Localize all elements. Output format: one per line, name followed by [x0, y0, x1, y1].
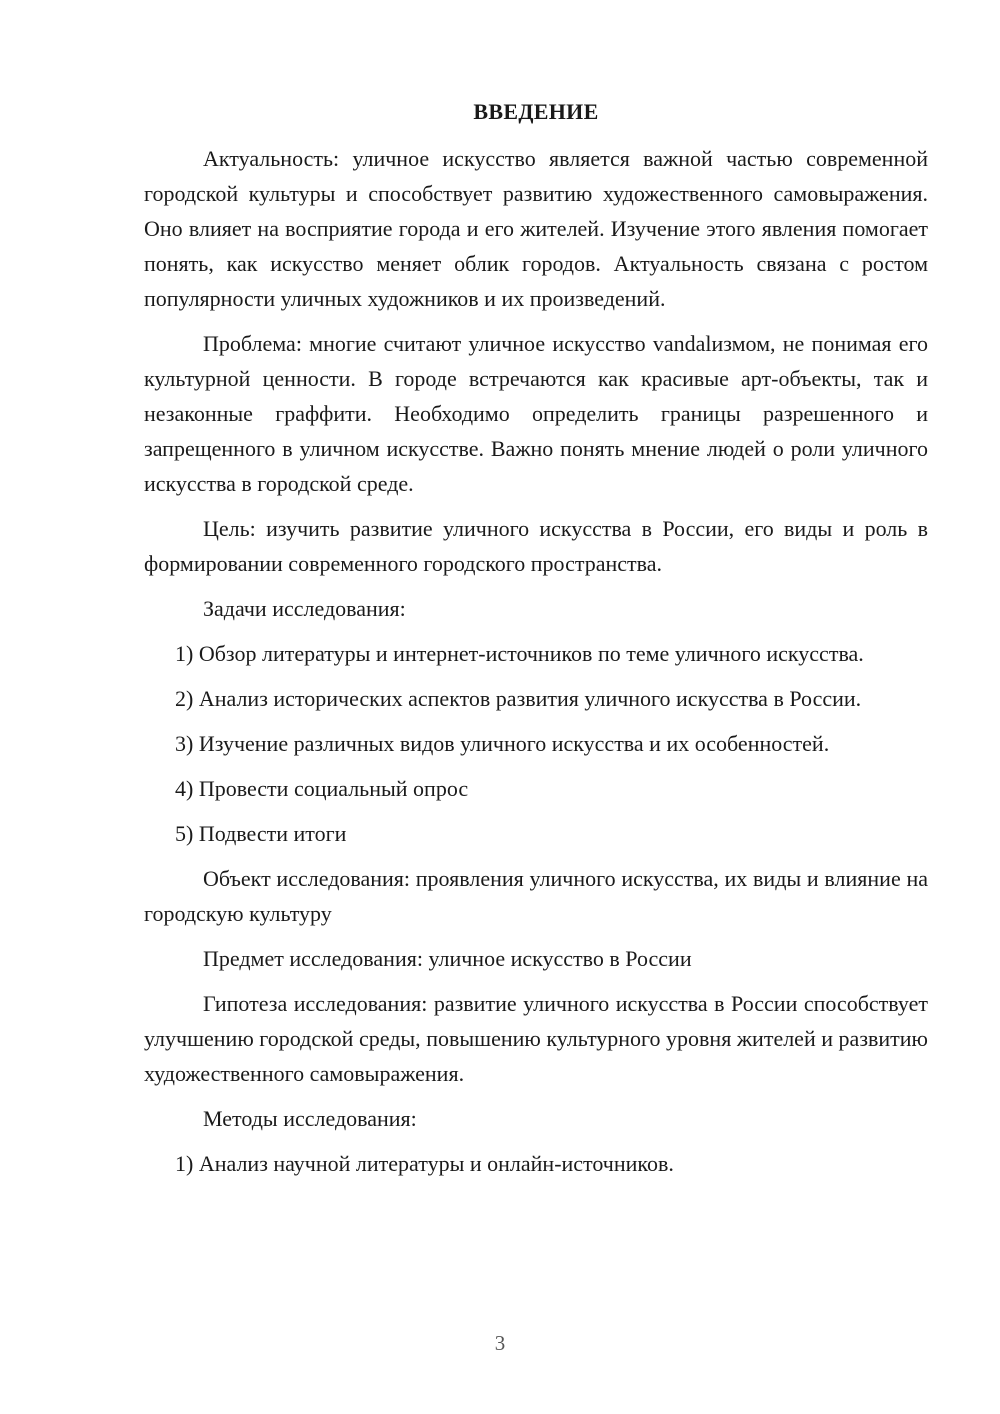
method-item-1: 1) Анализ научной литературы и онлайн-источников. [175, 1151, 674, 1176]
task-item-5: 5) Подвести итоги [175, 821, 347, 846]
tasks-heading: Задачи исследования: [203, 596, 406, 621]
relevance-paragraph: Актуальность: уличное искусство является важной частью современной городской культуры и способствует развитию художественного самовыражения. Оно влияет на восприятие города и его жителей. Изучение этого явления помогает понять, как искусство меняет облик городов. Актуальность связана с ростом популярности уличных художников и их произведений. [144, 146, 928, 311]
page-number: 3 [494, 1331, 506, 1355]
task-item-3: 3) Изучение различных видов уличного искусства и их особенностей. [175, 731, 830, 756]
object-paragraph: Объект исследования: проявления уличного искусства, их виды и влияние на городскую культуру [144, 866, 928, 926]
task-item-1: 1) Обзор литературы и интернет-источников по теме уличного искусства. [175, 641, 864, 666]
task-item-4: 4) Провести социальный опрос [175, 776, 469, 801]
task-item-2: 2) Анализ исторических аспектов развития уличного искусства в России. [175, 686, 862, 711]
problem-paragraph: Проблема: многие считают уличное искусство vandalизмом, не понимая его культурной ценности. В городе встречаются как красивые арт-объекты, так и незаконные граффити. Необходимо определить границы разрешенного и запрещенного в уличном искусстве. Важно понять мнение людей о роли уличного искусства в городской среде. [144, 331, 928, 496]
methods-heading: Методы исследования: [203, 1106, 417, 1131]
document-page [144, 94, 928, 1191]
section-title: ВВЕДЕНИЕ [473, 99, 599, 124]
goal-paragraph: Цель: изучить развитие уличного искусства в России, его виды и роль в формировании современного городского пространства. [144, 516, 928, 576]
subject-paragraph: Предмет исследования: уличное искусство в России [203, 946, 692, 971]
hypothesis-paragraph: Гипотеза исследования: развитие уличного искусства в России способствует улучшению городской среды, повышению культурного уровня жителей и развитию художественного самовыражения. [144, 991, 928, 1086]
